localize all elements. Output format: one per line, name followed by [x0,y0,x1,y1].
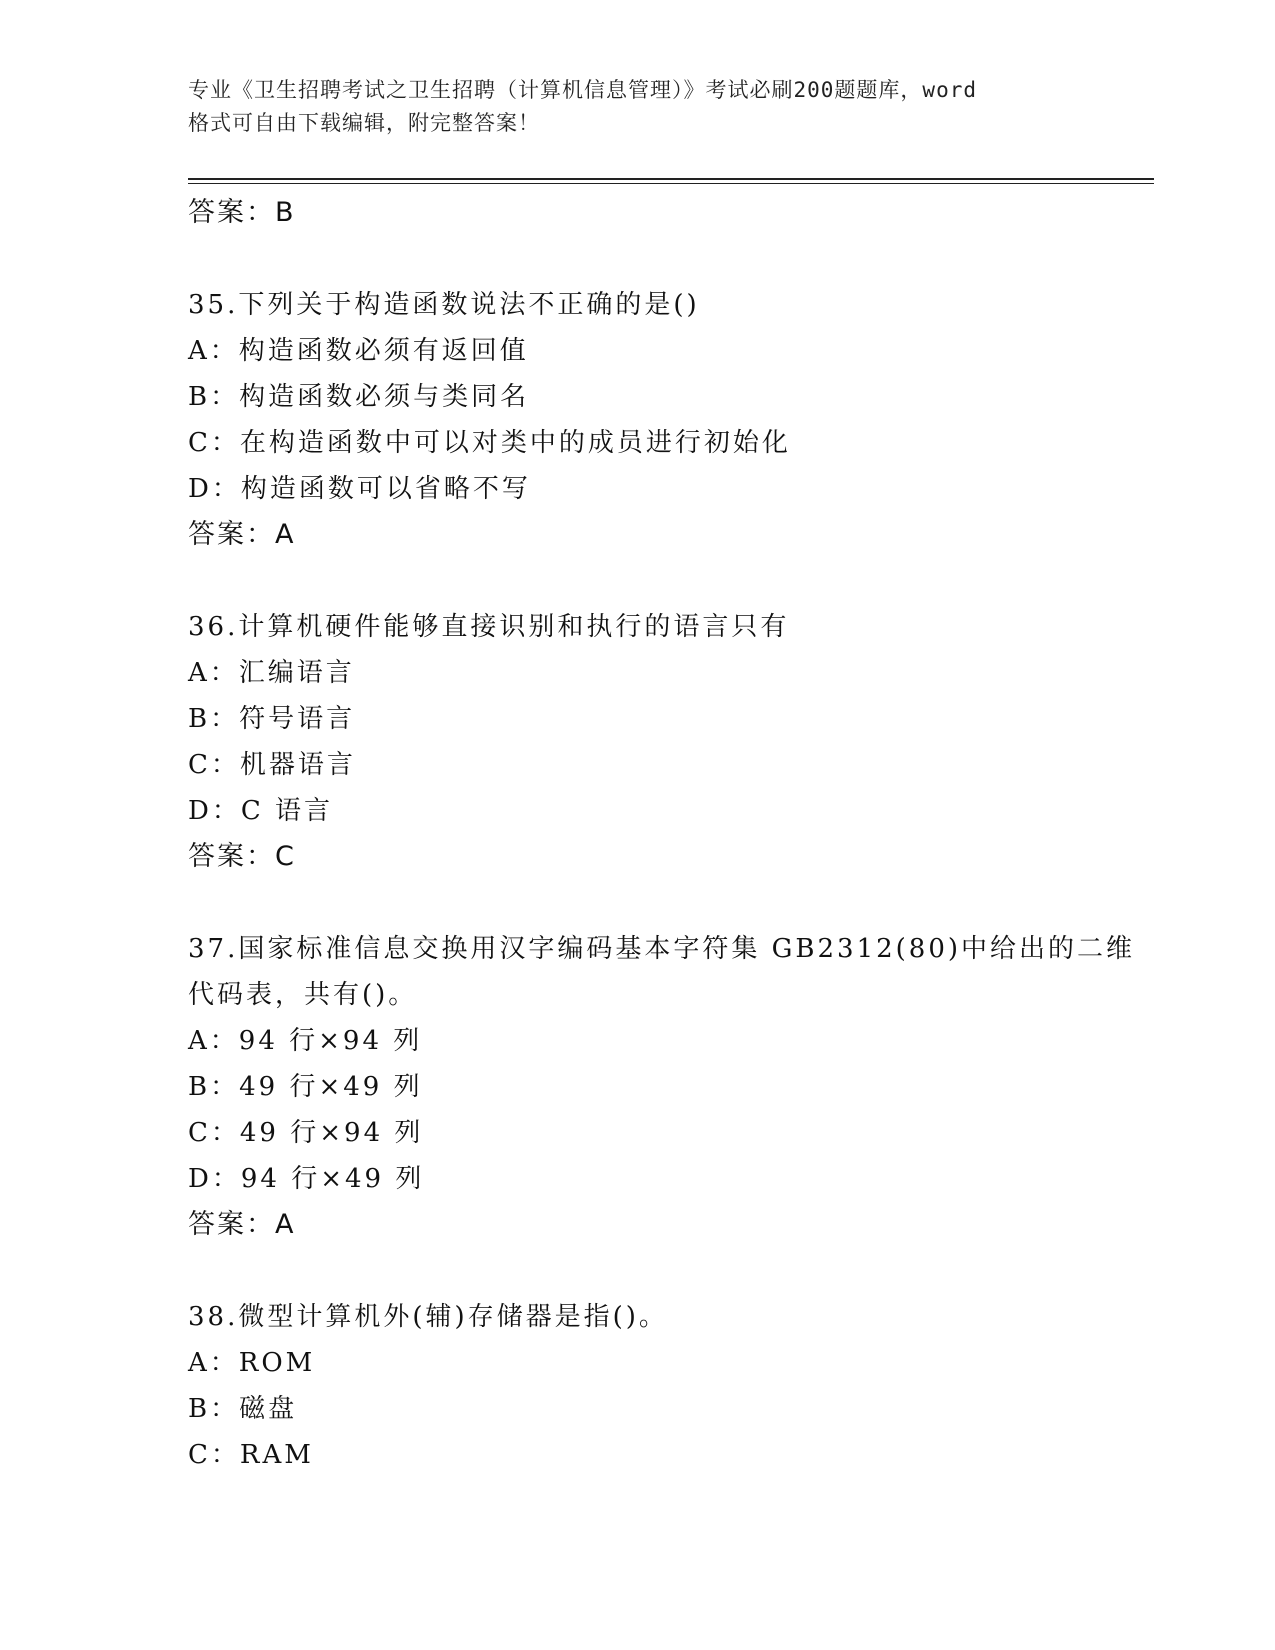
question-stem: 36.计算机硬件能够直接识别和执行的语言只有 [188,612,790,642]
spacer [188,1248,1088,1294]
header-line-2: 格式可自由下载编辑，附完整答案！ [188,111,540,135]
question-stem-line-2: 代码表，共有()。 [188,980,418,1010]
question-stem-line-1: 37.国家标准信息交换用汉字编码基本字符集 GB2312(80)中给出的二维 [188,934,1136,964]
option-c: C：在构造函数中可以对类中的成员进行初始化 [188,428,791,458]
option-d: D：C 语言 [188,796,334,826]
header-line-1: 专业《卫生招聘考试之卫生招聘（计算机信息管理）》考试必刷200题题库，word [188,78,977,102]
option-d: D：构造函数可以省略不写 [188,474,531,504]
question-stem: 38.微型计算机外(辅)存储器是指()。 [188,1302,668,1332]
option-c: C：49 行×94 列 [188,1118,424,1148]
question-list [188,190,1136,1478]
question-37 [188,926,1136,1248]
answer: 答案：A [188,1209,296,1240]
option-d: D：94 行×49 列 [188,1164,425,1194]
document-header [188,74,1088,140]
option-b: B：磁盘 [188,1394,298,1424]
option-c: C：RAM [188,1440,314,1470]
option-a: A：汇编语言 [188,658,355,688]
header-divider-thick [188,178,1154,180]
question-35 [188,282,1088,558]
question-36 [188,604,1088,880]
option-c: C：机器语言 [188,750,356,780]
option-a: A：构造函数必须有返回值 [188,336,529,366]
spacer [188,880,1088,926]
option-a: A：ROM [188,1348,316,1378]
option-b: B：符号语言 [188,704,356,734]
option-b: B：49 行×49 列 [188,1072,423,1102]
option-b: B：构造函数必须与类同名 [188,382,530,412]
option-a: A：94 行×94 列 [188,1026,423,1056]
question-stem: 35.下列关于构造函数说法不正确的是() [188,290,700,320]
spacer [188,236,1088,282]
answer: 答案：C [188,841,296,872]
header-divider-thin [188,183,1154,184]
answer: 答案：A [188,519,296,550]
spacer [188,558,1088,604]
question-38 [188,1294,1088,1478]
previous-answer: 答案：B [188,197,296,228]
